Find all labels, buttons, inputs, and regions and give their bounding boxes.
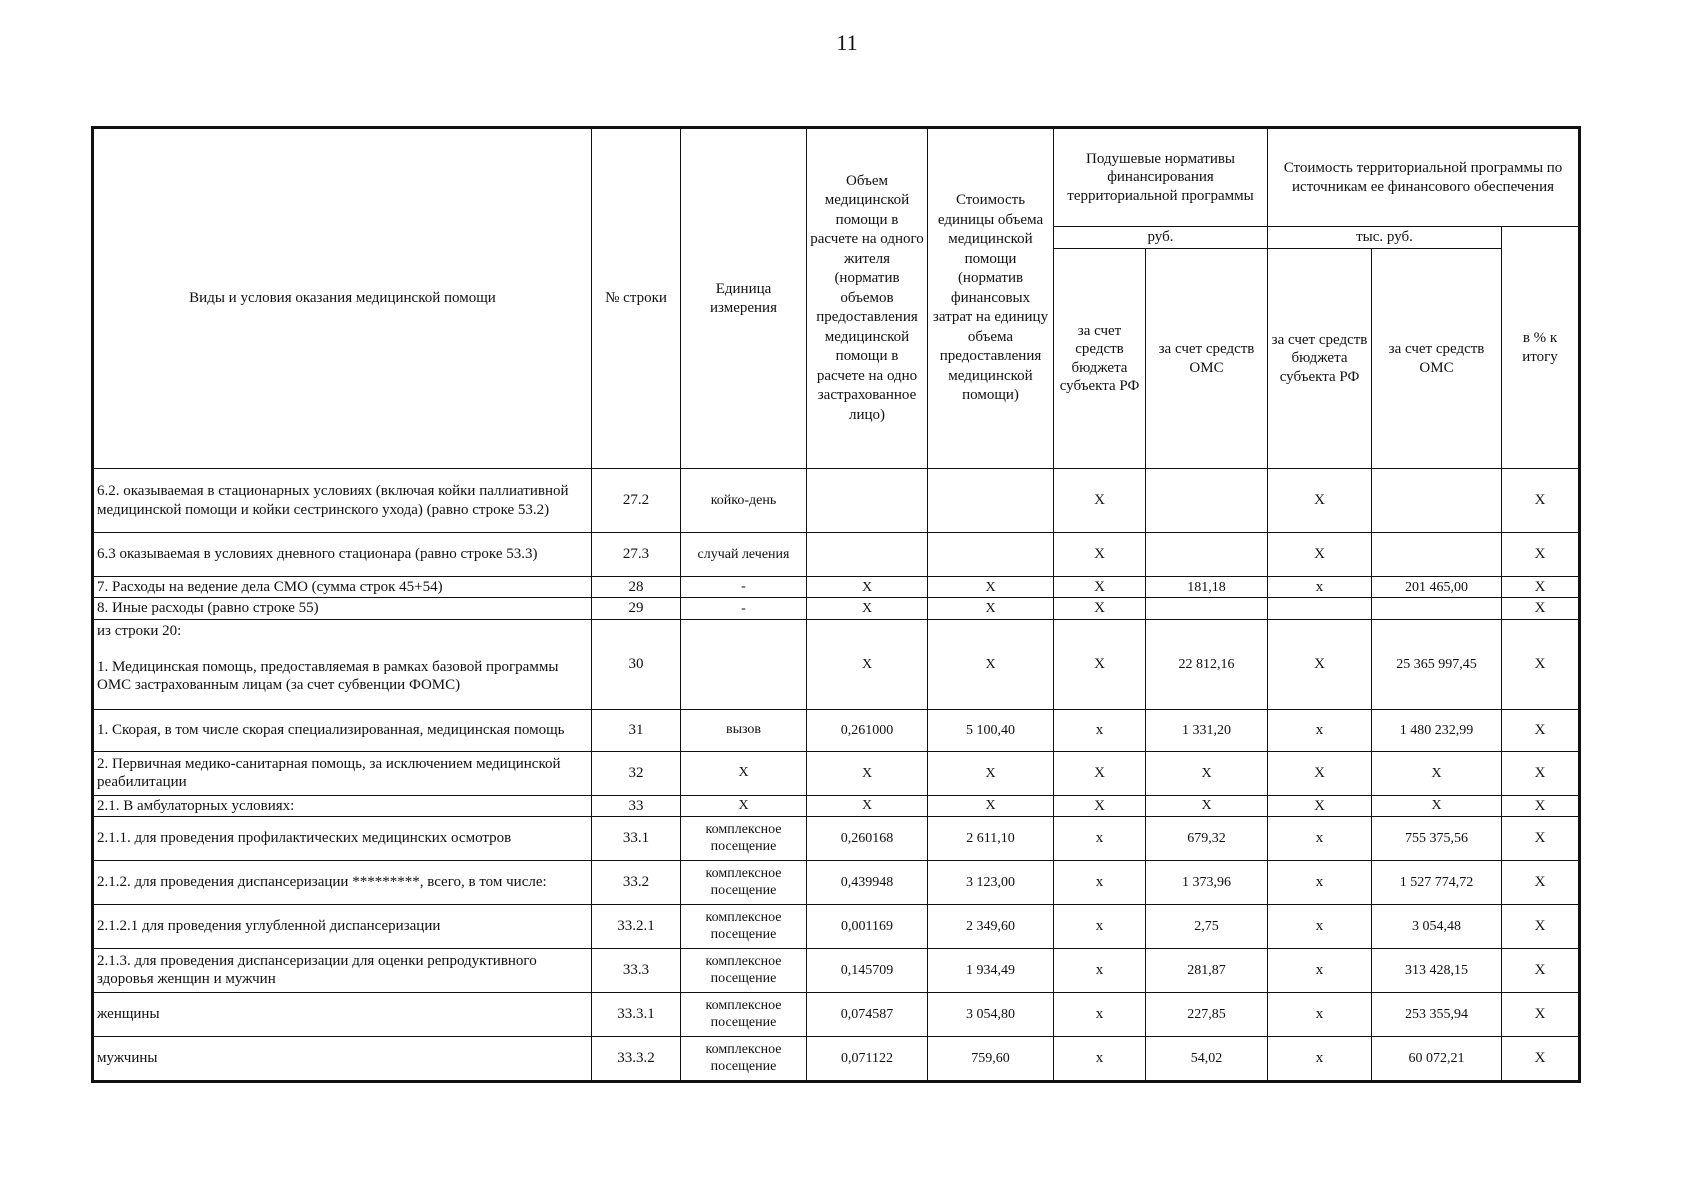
row-unit: комплексное посещение [681, 948, 807, 992]
table-row [94, 948, 1579, 992]
row-volume: X [807, 751, 928, 795]
row-percent: X [1502, 469, 1579, 533]
row-unit: X [681, 751, 807, 795]
row-tp-oms: 755 375,56 [1372, 816, 1502, 860]
row-tp-budget: x [1268, 577, 1372, 598]
row-tp-budget: X [1268, 795, 1372, 816]
header-unit: Единица измерения [681, 129, 807, 469]
row-tp-budget: x [1268, 1036, 1372, 1080]
header-budget-thousand: за счет средств бюджета субъекта РФ [1268, 249, 1372, 469]
row-pc-oms [1146, 533, 1268, 577]
row-tp-budget: X [1268, 619, 1372, 709]
row-tp-budget: x [1268, 992, 1372, 1036]
row-pc-budget: X [1054, 577, 1146, 598]
row-percent: X [1502, 816, 1579, 860]
row-name-top: из строки 20: [97, 622, 182, 639]
row-no: 33 [592, 795, 681, 816]
row-no: 32 [592, 751, 681, 795]
header-oms-thousand: за счет средств ОМС [1372, 249, 1502, 469]
row-name: 2. Первичная медико-санитарная помощь, за исключением медицинской реабилитации [94, 751, 592, 795]
row-pc-budget: x [1054, 1036, 1146, 1080]
row-volume: X [807, 577, 928, 598]
row-pc-oms: X [1146, 751, 1268, 795]
row-pc-budget: X [1054, 469, 1146, 533]
header-unit-rub: руб. [1054, 227, 1268, 249]
row-name: 8. Иные расходы (равно строке 55) [94, 598, 592, 619]
row-cost: X [928, 577, 1054, 598]
row-volume: 0,260168 [807, 816, 928, 860]
row-cost: X [928, 795, 1054, 816]
row-tp-budget: x [1268, 816, 1372, 860]
row-volume: 0,145709 [807, 948, 928, 992]
row-pc-budget: x [1054, 709, 1146, 751]
row-pc-budget: X [1054, 795, 1146, 816]
row-pc-budget: X [1054, 619, 1146, 709]
row-name: 6.2. оказываемая в стационарных условиях (включая койки паллиативной медицинской помощи и койки сестринского ухода) (равно строке 53.2) [94, 469, 592, 533]
row-tp-oms: 1 527 774,72 [1372, 860, 1502, 904]
row-pc-budget: x [1054, 948, 1146, 992]
header-percent: в % к итогу [1502, 227, 1579, 469]
row-pc-budget: X [1054, 751, 1146, 795]
row-unit: вызов [681, 709, 807, 751]
header-cost: Стоимость единицы объема медицинской помощи (норматив финансовых затрат на единицу объема предоставления медицинской помощи) [928, 129, 1054, 469]
header-volume: Объем медицинской помощи в расчете на одного жителя (норматив объемов предоставления медицинской помощи в расчете на одно застрахованное лицо) [807, 129, 928, 469]
row-pc-oms: X [1146, 795, 1268, 816]
row-name: 7. Расходы на ведение дела СМО (сумма строк 45+54) [94, 577, 592, 598]
row-tp-budget [1268, 598, 1372, 619]
row-tp-budget: x [1268, 860, 1372, 904]
row-unit: комплексное посещение [681, 904, 807, 948]
row-tp-oms: 201 465,00 [1372, 577, 1502, 598]
row-unit: комплексное посещение [681, 816, 807, 860]
row-cost: 759,60 [928, 1036, 1054, 1080]
row-no: 33.3.1 [592, 992, 681, 1036]
row-name: 2.1.2. для проведения диспансеризации *********, всего, в том числе: [94, 860, 592, 904]
table-row [94, 619, 1579, 709]
row-pc-oms: 181,18 [1146, 577, 1268, 598]
row-percent: X [1502, 598, 1579, 619]
row-no: 29 [592, 598, 681, 619]
row-volume: 0,074587 [807, 992, 928, 1036]
row-cost: 3 123,00 [928, 860, 1054, 904]
row-percent: X [1502, 619, 1579, 709]
row-name-main: 1. Медицинская помощь, предоставляемая в рамках базовой программы ОМС застрахованным лицам (за счет субвенции ФОМС) [97, 658, 559, 694]
row-cost: X [928, 598, 1054, 619]
row-tp-oms: 60 072,21 [1372, 1036, 1502, 1080]
row-percent: X [1502, 709, 1579, 751]
table-row [94, 816, 1579, 860]
row-pc-oms: 1 373,96 [1146, 860, 1268, 904]
header-program-cost-group: Стоимость территориальной программы по источникам ее финансового обеспечения [1268, 129, 1579, 227]
row-pc-budget: x [1054, 816, 1146, 860]
row-percent: X [1502, 751, 1579, 795]
row-tp-oms [1372, 598, 1502, 619]
program-cost-table [93, 128, 1579, 1081]
table-row [94, 904, 1579, 948]
row-pc-oms: 54,02 [1146, 1036, 1268, 1080]
row-pc-oms: 22 812,16 [1146, 619, 1268, 709]
row-tp-budget: X [1268, 533, 1372, 577]
row-volume: 0,001169 [807, 904, 928, 948]
row-cost: 3 054,80 [928, 992, 1054, 1036]
table-row [94, 751, 1579, 795]
header-row-no: № строки [592, 129, 681, 469]
row-tp-oms [1372, 533, 1502, 577]
row-tp-oms [1372, 469, 1502, 533]
table-row [94, 533, 1579, 577]
header-unit-thousand-rub: тыс. руб. [1268, 227, 1502, 249]
row-cost: X [928, 619, 1054, 709]
row-pc-oms: 227,85 [1146, 992, 1268, 1036]
row-name [94, 619, 592, 709]
row-volume: 0,071122 [807, 1036, 928, 1080]
row-pc-oms [1146, 598, 1268, 619]
row-pc-budget: x [1054, 860, 1146, 904]
row-cost: 5 100,40 [928, 709, 1054, 751]
row-name: 2.1.3. для проведения диспансеризации для оценки репродуктивного здоровья женщин и мужчин [94, 948, 592, 992]
row-pc-oms: 1 331,20 [1146, 709, 1268, 751]
row-percent: X [1502, 577, 1579, 598]
table-row [94, 860, 1579, 904]
row-tp-budget: x [1268, 948, 1372, 992]
row-unit: - [681, 598, 807, 619]
row-unit: комплексное посещение [681, 1036, 807, 1080]
row-percent: X [1502, 948, 1579, 992]
row-name: мужчины [94, 1036, 592, 1080]
row-name: 2.1.1. для проведения профилактических медицинских осмотров [94, 816, 592, 860]
row-volume: 0,261000 [807, 709, 928, 751]
row-volume: X [807, 598, 928, 619]
row-tp-oms: 253 355,94 [1372, 992, 1502, 1036]
row-unit: - [681, 577, 807, 598]
row-volume: 0,439948 [807, 860, 928, 904]
row-pc-budget: x [1054, 904, 1146, 948]
row-volume: X [807, 619, 928, 709]
row-name: 1. Скорая, в том числе скорая специализированная, медицинская помощь [94, 709, 592, 751]
row-pc-budget: X [1054, 598, 1146, 619]
row-tp-budget: X [1268, 469, 1372, 533]
row-unit: комплексное посещение [681, 860, 807, 904]
row-percent: X [1502, 860, 1579, 904]
row-unit: койко-день [681, 469, 807, 533]
row-percent: X [1502, 1036, 1579, 1080]
row-unit [681, 619, 807, 709]
row-volume: X [807, 795, 928, 816]
table-row [94, 469, 1579, 533]
row-name: 2.1. В амбулаторных условиях: [94, 795, 592, 816]
row-tp-budget: x [1268, 904, 1372, 948]
row-no: 33.2 [592, 860, 681, 904]
row-cost: 2 349,60 [928, 904, 1054, 948]
row-cost [928, 469, 1054, 533]
row-cost [928, 533, 1054, 577]
table-row [94, 709, 1579, 751]
table-row [94, 1036, 1579, 1080]
row-cost: 2 611,10 [928, 816, 1054, 860]
table-row [94, 795, 1579, 816]
table-row [94, 992, 1579, 1036]
row-pc-oms: 281,87 [1146, 948, 1268, 992]
row-tp-oms: 25 365 997,45 [1372, 619, 1502, 709]
row-unit: комплексное посещение [681, 992, 807, 1036]
row-no: 31 [592, 709, 681, 751]
table-row [94, 577, 1579, 598]
row-tp-oms: X [1372, 751, 1502, 795]
row-pc-budget: x [1054, 992, 1146, 1036]
table-row [94, 598, 1579, 619]
row-name: 2.1.2.1 для проведения углубленной диспансеризации [94, 904, 592, 948]
row-percent: X [1502, 795, 1579, 816]
row-no: 33.3 [592, 948, 681, 992]
row-unit: X [681, 795, 807, 816]
header-types: Виды и условия оказания медицинской помощи [94, 129, 592, 469]
row-unit: случай лечения [681, 533, 807, 577]
row-volume [807, 533, 928, 577]
row-tp-oms: 313 428,15 [1372, 948, 1502, 992]
row-cost: X [928, 751, 1054, 795]
page-number: 11 [836, 30, 858, 55]
row-cost: 1 934,49 [928, 948, 1054, 992]
row-tp-budget: x [1268, 709, 1372, 751]
row-no: 27.2 [592, 469, 681, 533]
row-no: 27.3 [592, 533, 681, 577]
row-pc-budget: X [1054, 533, 1146, 577]
header-per-capita-group: Подушевые нормативы финансирования территориальной программы [1054, 129, 1268, 227]
row-name: женщины [94, 992, 592, 1036]
row-no: 28 [592, 577, 681, 598]
row-volume [807, 469, 928, 533]
row-no: 33.3.2 [592, 1036, 681, 1080]
row-pc-oms: 679,32 [1146, 816, 1268, 860]
header-oms-rub: за счет средств ОМС [1146, 249, 1268, 469]
row-pc-oms [1146, 469, 1268, 533]
row-name: 6.3 оказываемая в условиях дневного стационара (равно строке 53.3) [94, 533, 592, 577]
row-no: 33.1 [592, 816, 681, 860]
row-tp-oms: 1 480 232,99 [1372, 709, 1502, 751]
row-tp-oms: 3 054,48 [1372, 904, 1502, 948]
row-tp-budget: X [1268, 751, 1372, 795]
row-percent: X [1502, 904, 1579, 948]
header-budget-rub: за счет средств бюджета субъекта РФ [1054, 249, 1146, 469]
row-no: 33.2.1 [592, 904, 681, 948]
row-no: 30 [592, 619, 681, 709]
row-tp-oms: X [1372, 795, 1502, 816]
row-percent: X [1502, 992, 1579, 1036]
row-pc-oms: 2,75 [1146, 904, 1268, 948]
row-percent: X [1502, 533, 1579, 577]
